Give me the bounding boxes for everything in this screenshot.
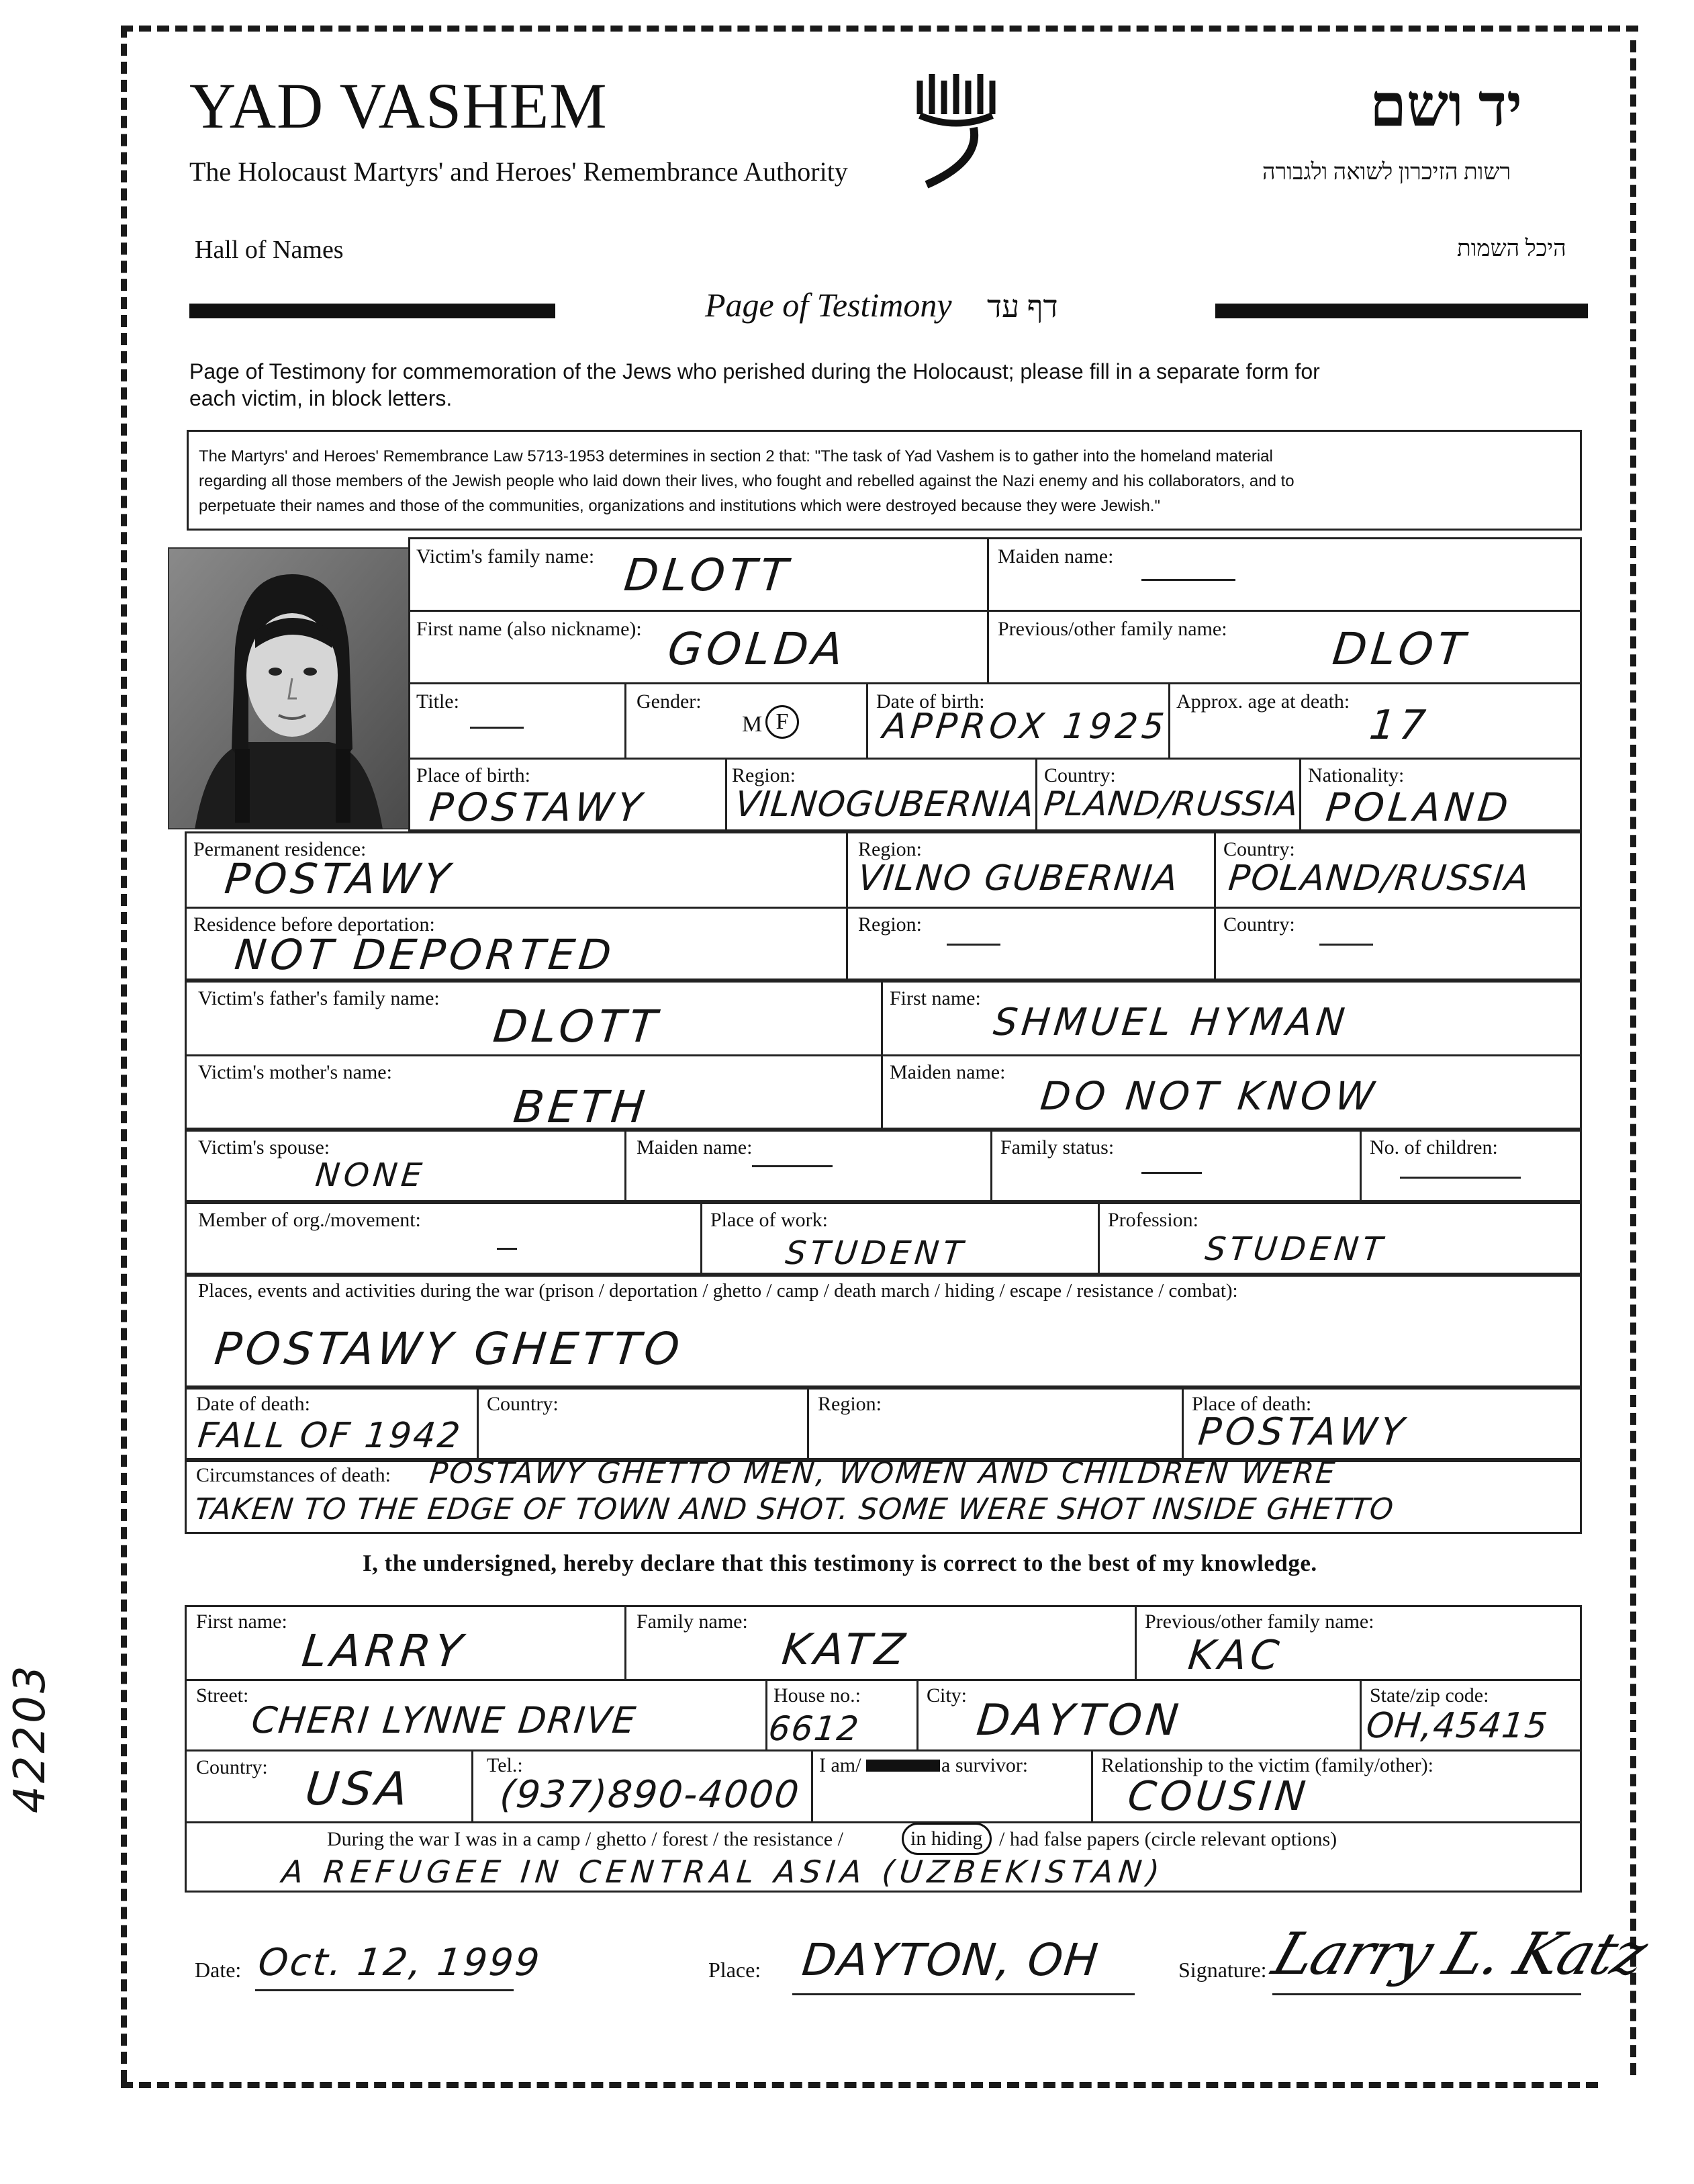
prev-family-label: Previous/other family name: bbox=[998, 618, 1227, 640]
pob-label: Place of birth: bbox=[416, 764, 530, 786]
res-before-label: Residence before deportation: bbox=[193, 913, 435, 936]
gender-label: Gender: bbox=[637, 690, 702, 713]
nationality-value: POLAND bbox=[1323, 784, 1515, 830]
first-name-value: GOLDA bbox=[665, 623, 849, 675]
circ-line-2: TAKEN TO THE EDGE OF TOWN AND SHOT. SOME WERE SHOT INSIDE GHETTO bbox=[193, 1492, 1396, 1527]
law-line-2: regarding all those members of the Jewish people who laid down their lives, who fought and rebelled against the Nazi enemy and his collaborators, and to bbox=[199, 472, 1295, 490]
hebrew-hall: היכל השמות bbox=[1457, 236, 1566, 261]
tel-value: (937)890-4000 bbox=[498, 1773, 802, 1817]
title-label: Title: bbox=[416, 690, 459, 713]
perm-region-label: Region: bbox=[858, 838, 922, 860]
dod-region-label: Region: bbox=[818, 1393, 882, 1415]
signature: Larry L. Katz bbox=[1264, 1921, 1654, 1988]
frame-right bbox=[1630, 40, 1636, 2075]
intro-line-2: each victim, in block letters. bbox=[189, 386, 453, 410]
perm-res-label: Permanent residence: bbox=[193, 838, 367, 860]
yad-vashem-logo bbox=[913, 67, 1007, 195]
dob-label: Date of birth: bbox=[876, 690, 985, 713]
family-name-label: Victim's family name: bbox=[416, 545, 595, 567]
mother-label: Victim's mother's name: bbox=[198, 1061, 392, 1083]
spouse-maiden-label: Maiden name: bbox=[637, 1136, 753, 1158]
mother-value: BETH bbox=[510, 1081, 651, 1133]
maiden-name-blank bbox=[1141, 579, 1235, 581]
war-label: During the war I was in a camp / ghetto / forest / the resistance / bbox=[327, 1828, 843, 1850]
prev-family-value: DLOT bbox=[1329, 623, 1471, 675]
header-bar-left bbox=[189, 304, 555, 318]
sub-prev-label: Previous/other family name: bbox=[1145, 1610, 1374, 1633]
member-label: Member of org./movement: bbox=[198, 1209, 421, 1231]
sub-family-value: KATZ bbox=[780, 1625, 911, 1675]
date-value: Oct. 12, 1999 bbox=[256, 1941, 544, 1985]
intro-line-1: Page of Testimony for commemoration of the Jews who perished during the Holocaust; please fill in a separate form for bbox=[189, 359, 1320, 383]
mother-maiden-label: Maiden name: bbox=[890, 1061, 1006, 1083]
dod-country-label: Country: bbox=[487, 1393, 559, 1415]
work-value: STUDENT bbox=[784, 1234, 969, 1272]
house-label: House no.: bbox=[773, 1684, 861, 1707]
work-label: Place of work: bbox=[710, 1209, 828, 1231]
hebrew-name: יד ושם bbox=[1370, 74, 1523, 139]
date-label: Date: bbox=[195, 1958, 242, 1982]
father-first-label: First name: bbox=[890, 987, 981, 1009]
org-name: YAD VASHEM bbox=[189, 70, 608, 142]
war-note: A REFUGEE IN CENTRAL ASIA (UZBEKISTAN) bbox=[280, 1854, 1167, 1890]
perm-res-value: POSTAWY bbox=[222, 854, 457, 903]
war-circled-option: in hiding bbox=[902, 1823, 992, 1855]
dod-label: Date of death: bbox=[196, 1393, 310, 1415]
res-before-region-label: Region: bbox=[858, 913, 922, 936]
sub-prev-value: KAC bbox=[1186, 1632, 1285, 1679]
circ-label: Circumstances of death: bbox=[196, 1464, 391, 1486]
margin-number: 42203 bbox=[5, 1663, 55, 1813]
street-value: CHERI LYNNE DRIVE bbox=[249, 1699, 639, 1741]
dob-value: APPROX 1925 bbox=[880, 707, 1170, 747]
first-name-label: First name (also nickname): bbox=[416, 618, 642, 640]
family-name-value: DLOTT bbox=[621, 549, 794, 601]
frame-left bbox=[121, 26, 127, 2082]
pob-country-value: PLAND/RUSSIA bbox=[1041, 784, 1301, 823]
sub-family-label: Family name: bbox=[637, 1610, 748, 1633]
place-value: DAYTON, OH bbox=[799, 1934, 1102, 1986]
law-line-3: perpetuate their names and those of the communities, organizations and institutions which were destroyed because they were Jewish." bbox=[199, 497, 1160, 515]
country-value: USA bbox=[302, 1763, 414, 1816]
country-label: Country: bbox=[196, 1756, 268, 1778]
mother-maiden-value: DO NOT KNOW bbox=[1038, 1073, 1380, 1119]
redaction-mark bbox=[866, 1760, 940, 1772]
sub-first-value: LARRY bbox=[299, 1625, 469, 1677]
hebrew-form-title: דף עד bbox=[987, 289, 1058, 324]
city-value: DAYTON bbox=[974, 1696, 1185, 1745]
org-subtitle: The Holocaust Martyrs' and Heroes' Remembrance Authority bbox=[189, 156, 848, 187]
hall-of-names: Hall of Names bbox=[195, 236, 344, 264]
perm-country-label: Country: bbox=[1223, 838, 1295, 860]
father-family-label: Victim's father's family name: bbox=[198, 987, 440, 1009]
survivor-label-b: a survivor: bbox=[941, 1754, 1029, 1776]
war-label-end: / had false papers (circle relevant options) bbox=[999, 1828, 1337, 1850]
pob-region-value: VILNOGUBERNIA bbox=[733, 784, 1037, 825]
street-label: Street: bbox=[196, 1684, 249, 1707]
city-label: City: bbox=[927, 1684, 968, 1707]
header-bar-right bbox=[1215, 304, 1588, 318]
dod-value: FALL OF 1942 bbox=[195, 1416, 464, 1456]
law-line-1: The Martyrs' and Heroes' Remembrance Law 5713-1953 determines in section 2 that: "The task of Yad Vashem is to gather into the homeland material bbox=[199, 447, 1273, 465]
place-label: Place: bbox=[708, 1958, 761, 1982]
age-value: 17 bbox=[1367, 702, 1432, 749]
nationality-label: Nationality: bbox=[1308, 764, 1405, 786]
profession-label: Profession: bbox=[1108, 1209, 1198, 1231]
title-blank bbox=[470, 727, 524, 729]
zip-value: OH,45415 bbox=[1364, 1706, 1550, 1746]
spouse-value: NONE bbox=[314, 1156, 428, 1194]
zip-label: State/zip code: bbox=[1370, 1684, 1489, 1707]
pob-region-label: Region: bbox=[732, 764, 796, 786]
sub-first-label: First name: bbox=[196, 1610, 287, 1633]
house-value: 6612 bbox=[766, 1709, 862, 1748]
frame-top bbox=[121, 26, 1638, 32]
place-death-label: Place of death: bbox=[1192, 1393, 1312, 1415]
children-label: No. of children: bbox=[1370, 1136, 1498, 1158]
places-value: POSTAWY GHETTO bbox=[211, 1323, 686, 1375]
relation-value: COUSIN bbox=[1125, 1773, 1312, 1820]
form-title: Page of Testimony bbox=[705, 286, 952, 324]
declaration: I, the undersigned, hereby declare that this testimony is correct to the best of my knowledge. bbox=[363, 1550, 1317, 1576]
maiden-name-label: Maiden name: bbox=[998, 545, 1114, 567]
perm-country-value: POLAND/RUSSIA bbox=[1226, 858, 1532, 899]
survivor-label-a: I am/ bbox=[819, 1754, 861, 1776]
spouse-label: Victim's spouse: bbox=[198, 1136, 330, 1158]
res-before-value: NOT DEPORTED bbox=[232, 930, 618, 979]
circ-line-1: POSTAWY GHETTO MEN, WOMEN AND CHILDREN WERE bbox=[428, 1456, 1339, 1490]
father-family-value: DLOTT bbox=[490, 1001, 663, 1052]
tel-label: Tel.: bbox=[487, 1754, 523, 1776]
victim-photo bbox=[168, 547, 410, 829]
pob-country-label: Country: bbox=[1044, 764, 1116, 786]
family-status-label: Family status: bbox=[1000, 1136, 1115, 1158]
res-before-country-label: Country: bbox=[1223, 913, 1295, 936]
places-label: Places, events and activities during the war (prison / deportation / ghetto / camp / death march / hiding / escape / resistance / combat): bbox=[198, 1280, 1238, 1302]
perm-region-value: VILNO GUBERNIA bbox=[855, 858, 1181, 899]
place-death-value: POSTAWY bbox=[1196, 1410, 1410, 1454]
gender-f-circled: F bbox=[765, 705, 799, 739]
gender-m: M bbox=[742, 712, 763, 737]
pob-value: POSTAWY bbox=[427, 784, 648, 830]
hebrew-subtitle: רשות הזיכרון לשואה ולגבורה bbox=[1262, 160, 1511, 185]
father-first-value: SHMUEL HYMAN bbox=[991, 1001, 1351, 1044]
signature-label: Signature: bbox=[1178, 1958, 1267, 1982]
age-label: Approx. age at death: bbox=[1176, 690, 1350, 713]
frame-bottom bbox=[121, 2082, 1598, 2088]
profession-value: STUDENT bbox=[1203, 1230, 1389, 1268]
relation-label: Relationship to the victim (family/other): bbox=[1101, 1754, 1433, 1776]
